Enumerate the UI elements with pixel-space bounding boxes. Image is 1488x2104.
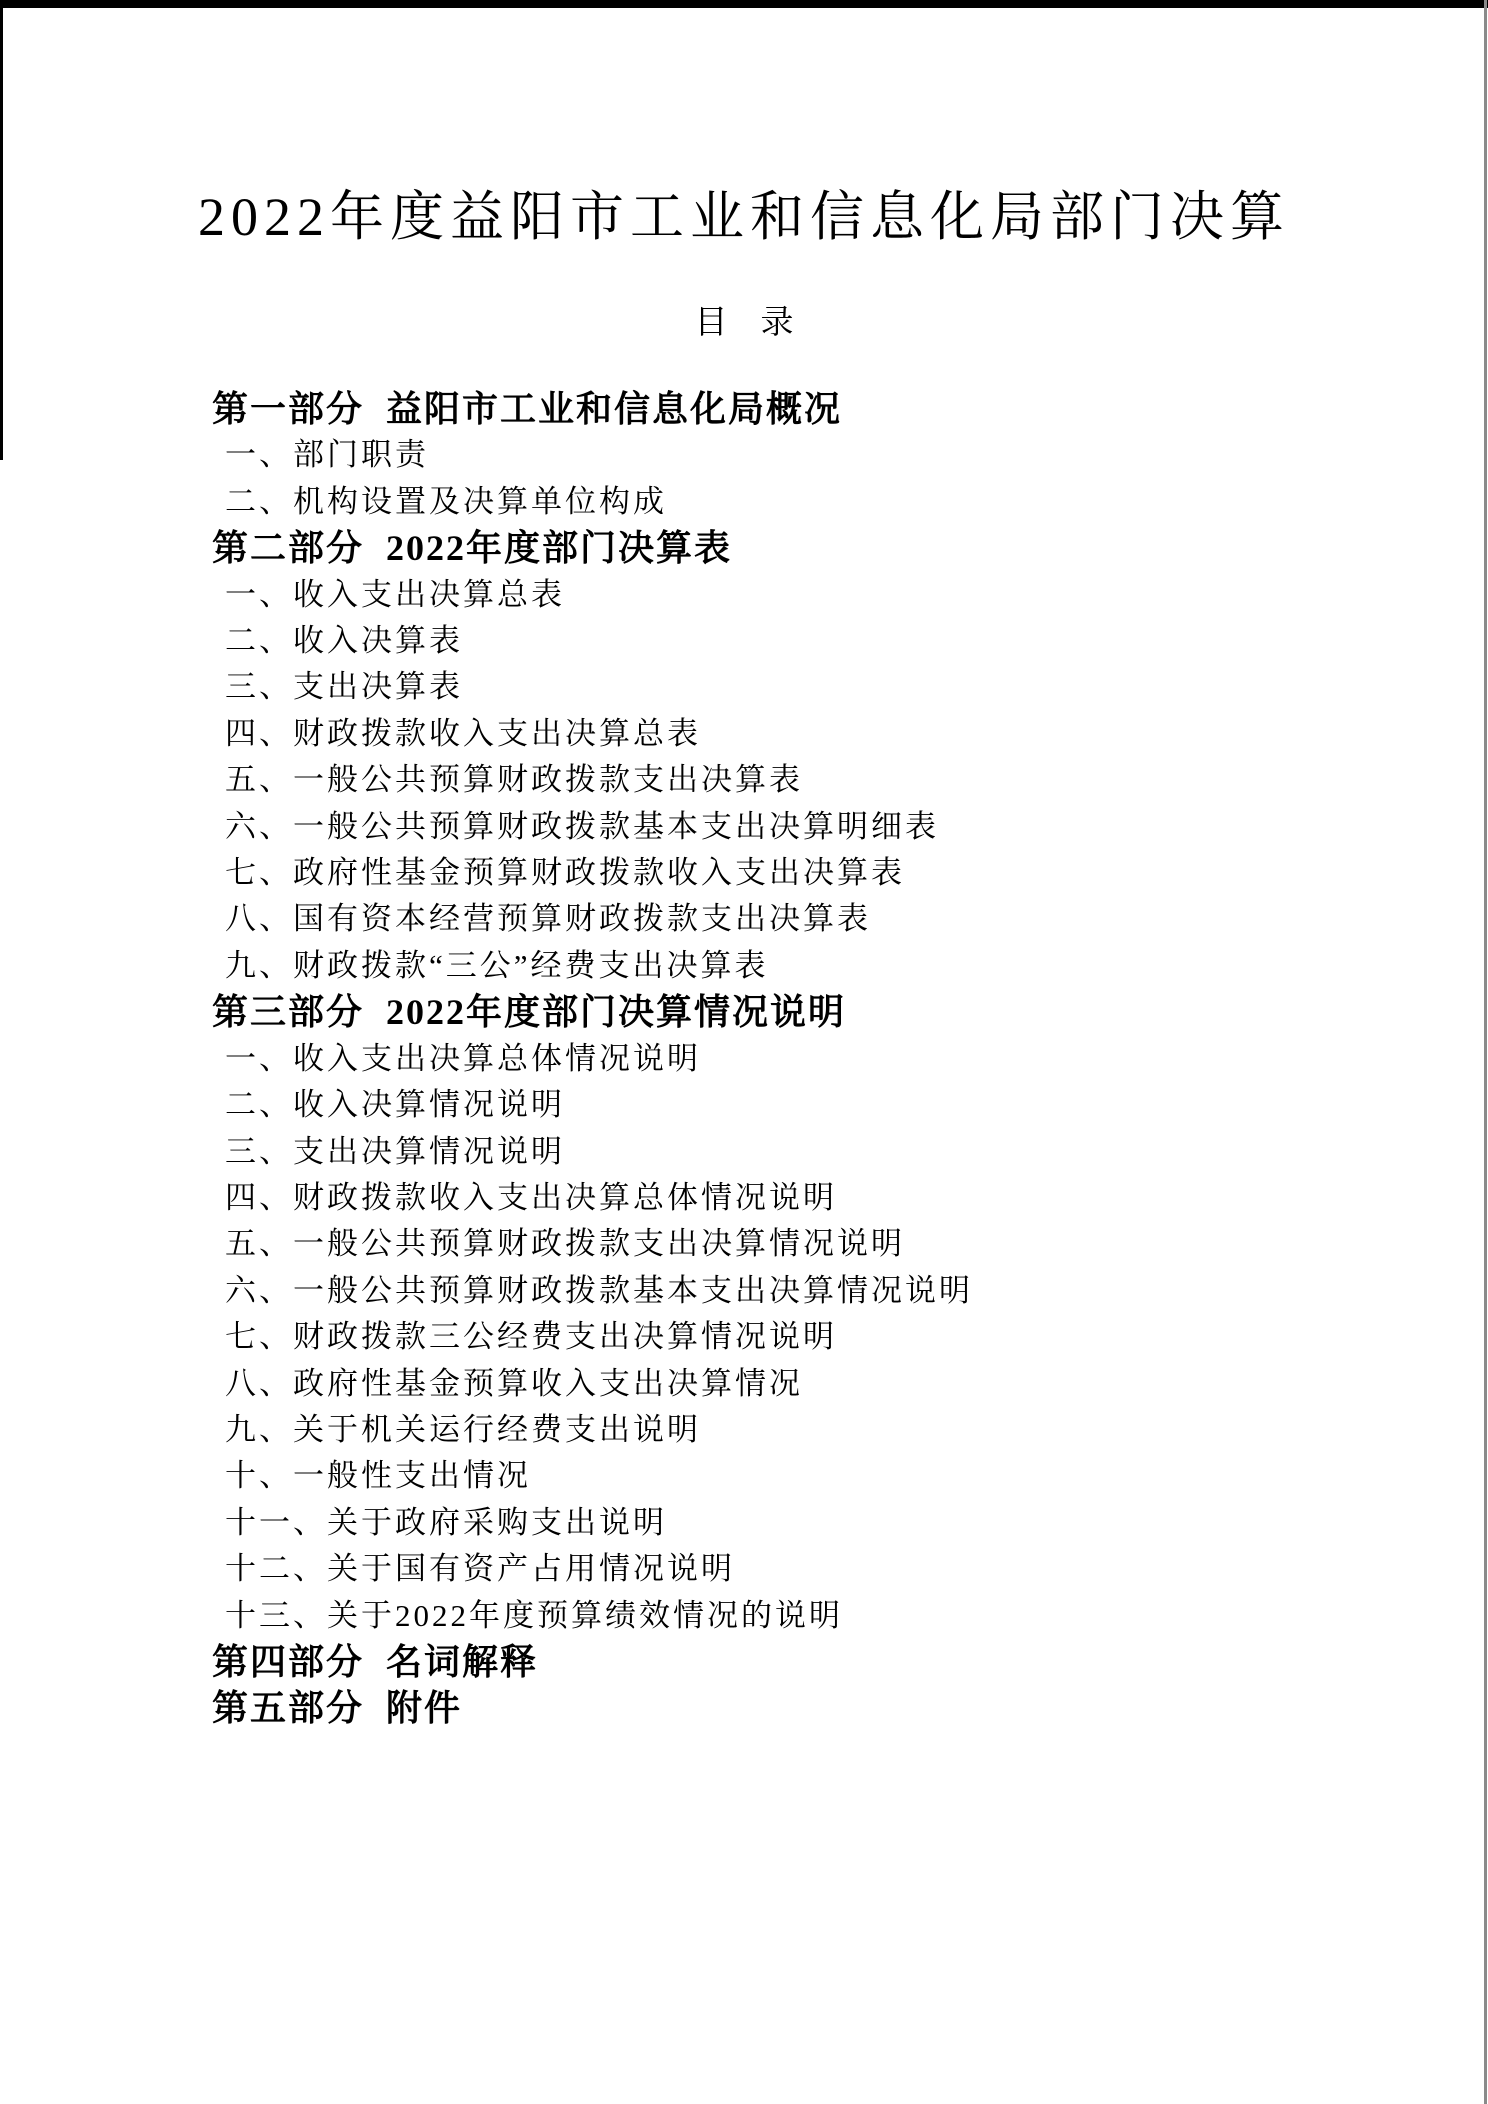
toc-entry: 十三、关于2022年度预算绩效情况的说明 <box>225 1597 843 1633</box>
toc-entry: 二、收入决算情况说明 <box>225 1087 565 1123</box>
toc-entry: 一、收入支出决算总表 <box>225 576 565 612</box>
toc-entry: 九、财政拨款“三公”经费支出决算表 <box>225 947 769 983</box>
toc-entry: 七、财政拨款三公经费支出决算情况说明 <box>225 1319 837 1355</box>
toc-entry: 八、政府性基金预算收入支出决算情况 <box>225 1365 803 1401</box>
toc-section-heading: 第三部分 2022年度部门决算情况说明 <box>212 992 847 1033</box>
toc-entry: 五、一般公共预算财政拨款支出决算情况说明 <box>225 1226 905 1262</box>
toc-entry: 三、支出决算表 <box>225 669 463 705</box>
toc-heading: 目 录 <box>694 305 794 341</box>
toc-entry: 五、一般公共预算财政拨款支出决算表 <box>225 762 803 798</box>
toc-entry: 七、政府性基金预算财政拨款收入支出决算表 <box>225 855 905 891</box>
toc-entry: 二、收入决算表 <box>225 623 463 659</box>
toc-section-heading: 第一部分 益阳市工业和信息化局概况 <box>212 389 843 429</box>
toc-entry: 六、一般公共预算财政拨款基本支出决算情况说明 <box>225 1272 973 1308</box>
toc-entry: 一、收入支出决算总体情况说明 <box>225 1040 701 1076</box>
toc-entry: 四、财政拨款收入支出决算总表 <box>225 715 701 751</box>
toc-section-heading: 第二部分 2022年度部门决算表 <box>212 528 733 569</box>
toc-section-heading: 第四部分 名词解释 <box>212 1641 539 1682</box>
toc-entry: 十一、关于政府采购支出说明 <box>225 1504 667 1540</box>
table-of-contents <box>0 386 1488 1732</box>
toc-entry: 三、支出决算情况说明 <box>225 1133 565 1169</box>
document-title: 2022年度益阳市工业和信息化局部门决算 <box>198 187 1290 247</box>
toc-entry: 二、机构设置及决算单位构成 <box>225 483 667 519</box>
toc-entry: 九、关于机关运行经费支出说明 <box>225 1411 701 1447</box>
toc-section-heading: 第五部分 附件 <box>212 1688 463 1729</box>
toc-entry: 十二、关于国有资产占用情况说明 <box>225 1551 735 1587</box>
toc-entry: 一、部门职责 <box>225 437 429 473</box>
toc-entry: 八、国有资本经营预算财政拨款支出决算表 <box>225 901 871 937</box>
toc-entry: 十、一般性支出情况 <box>225 1458 531 1494</box>
toc-entry: 四、财政拨款收入支出决算总体情况说明 <box>225 1179 837 1215</box>
toc-entry: 六、一般公共预算财政拨款基本支出决算明细表 <box>225 808 939 844</box>
scan-edge-top <box>0 0 1488 8</box>
